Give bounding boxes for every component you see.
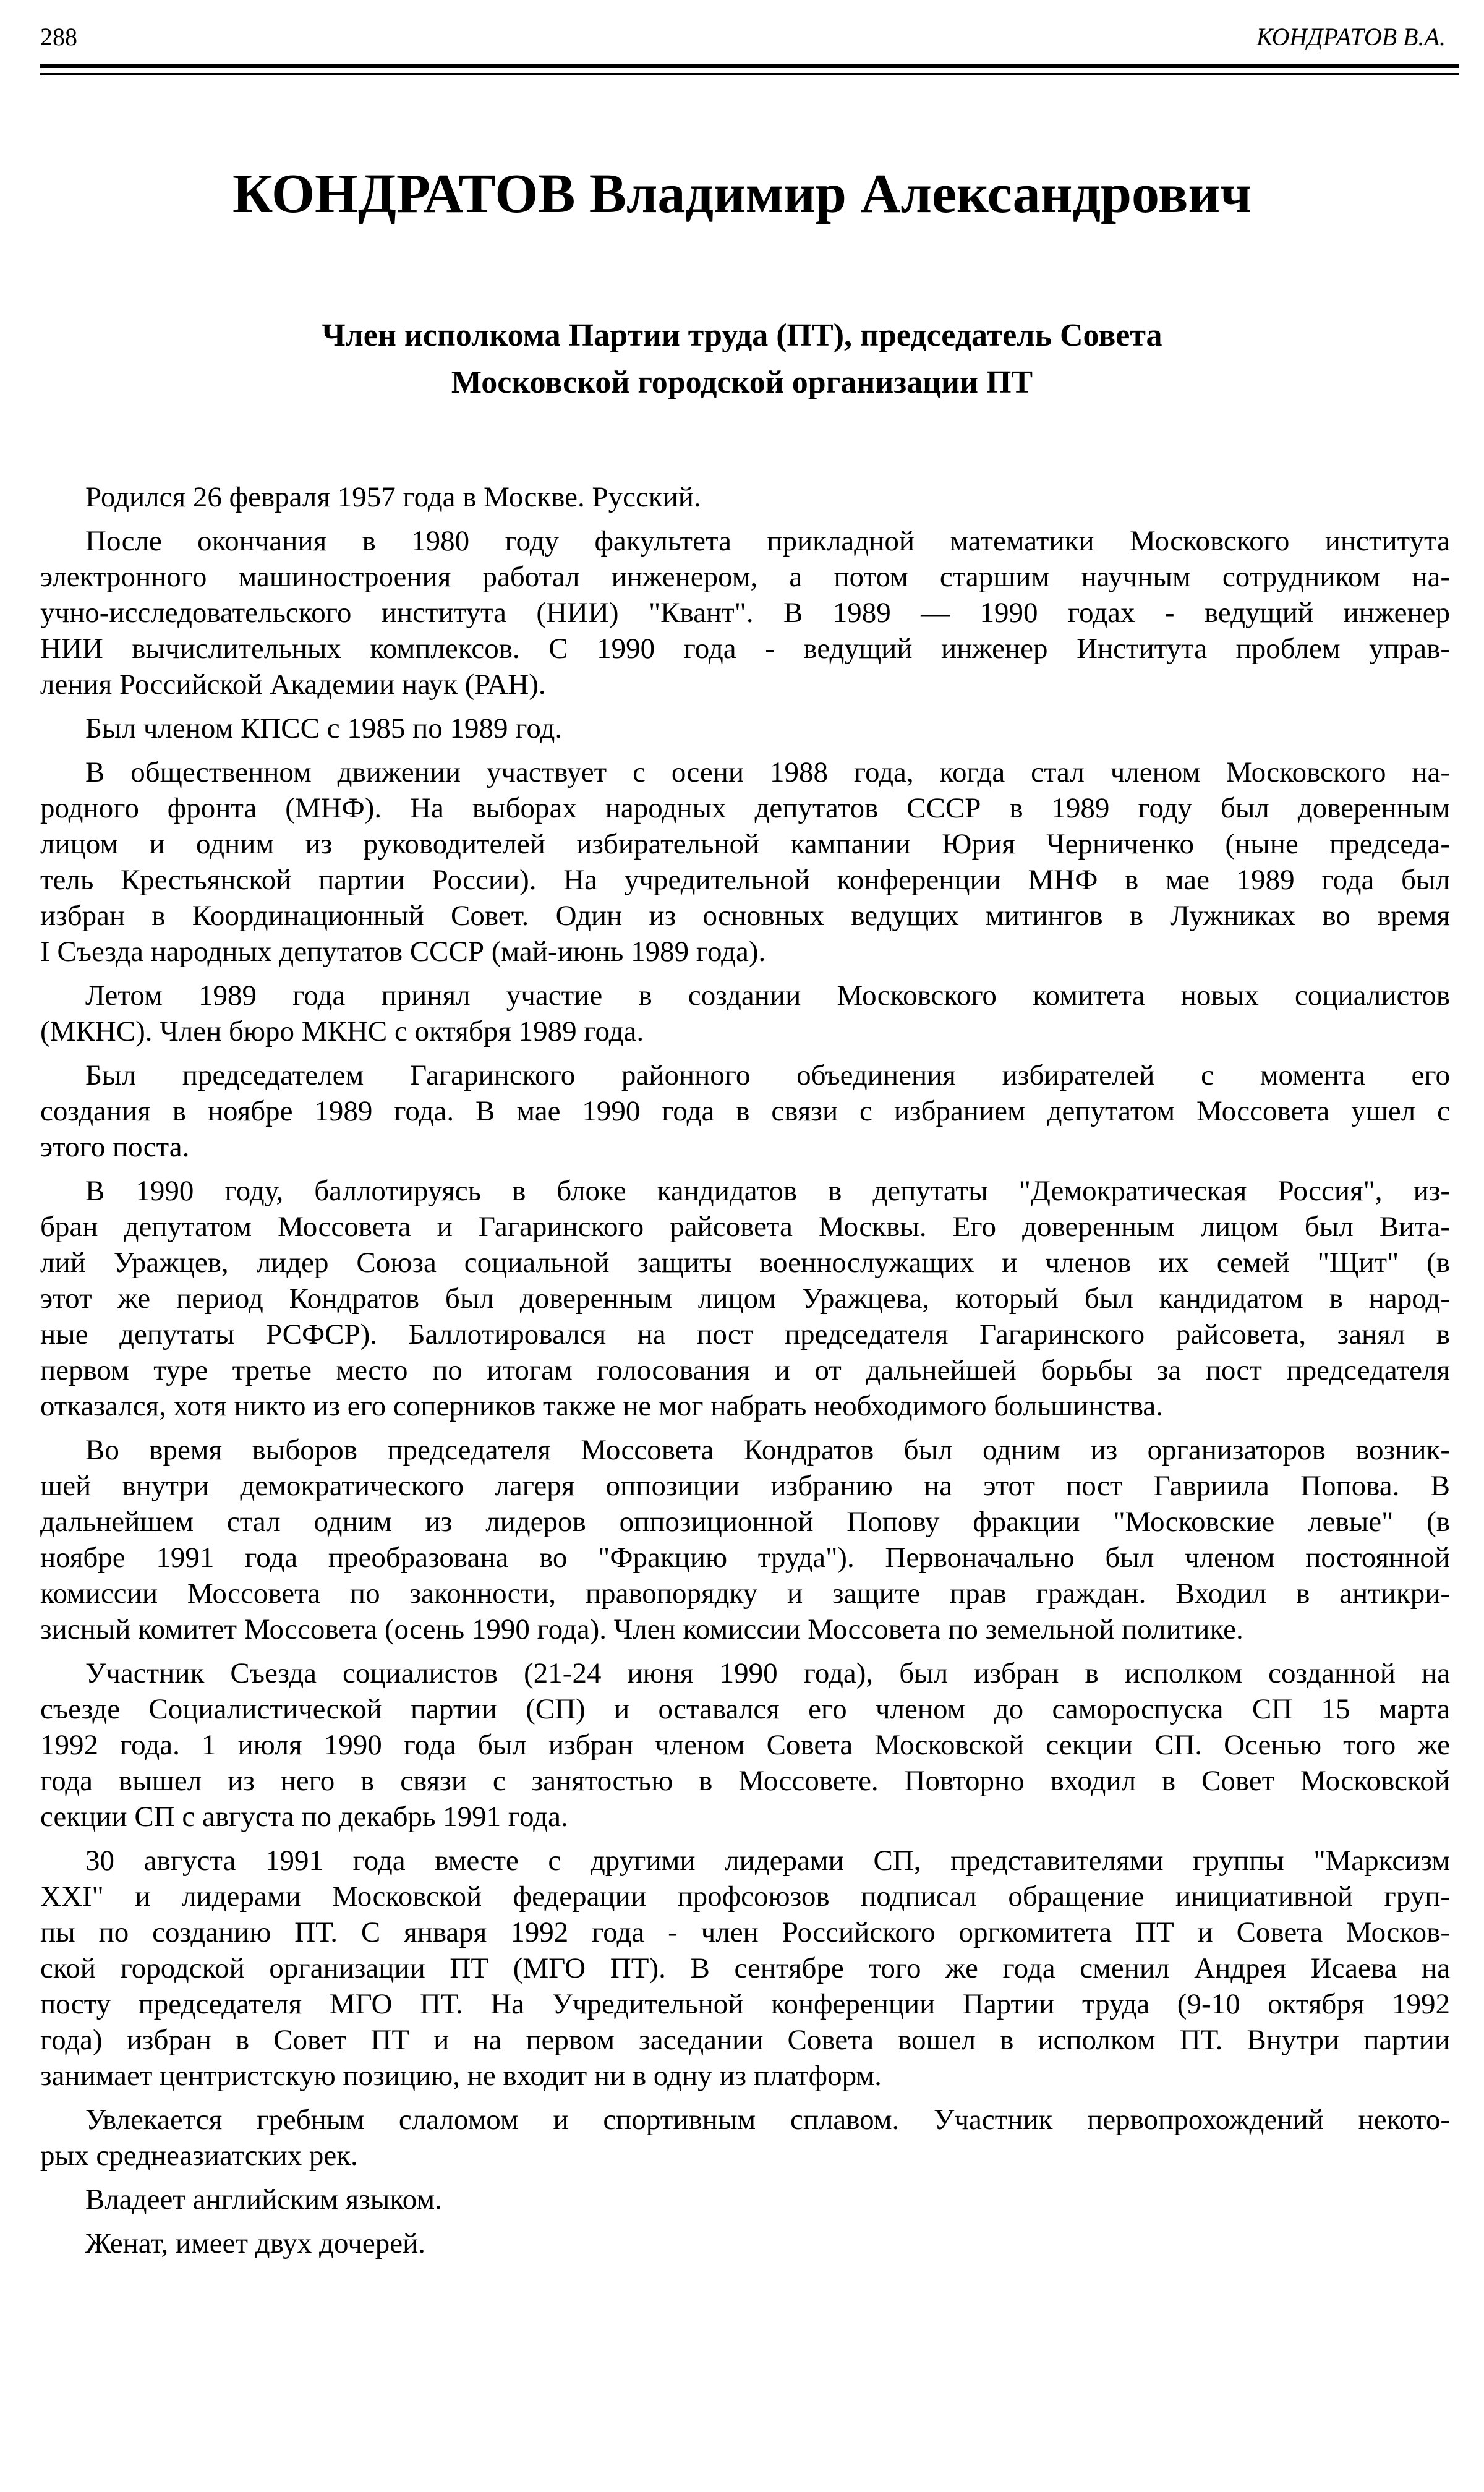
paragraph: [40, 2102, 1450, 2174]
text-line: шей внутри демократического лагеря оппозиции избранию на этот пост Гавриила Попова. В: [40, 1470, 1450, 1502]
text-line: этого поста.: [40, 1131, 190, 1163]
text-line: секции СП с августа по декабрь 1991 года.: [40, 1801, 568, 1833]
text-line: создания в ноябре 1989 года. В мае 1990 года в связи с избранием депутатом Моссовета ушел с: [40, 1095, 1450, 1127]
subtitle-line: Московской городской организации ПТ: [451, 365, 1033, 400]
header-rule-thick: [40, 64, 1459, 68]
text-line: лий Уражцев, лидер Союза социальной защиты военнослужащих и членов их семей "Щит" (в: [40, 1247, 1450, 1279]
text-line: Летом 1989 года принял участие в создании Московского комитета новых социалистов: [85, 979, 1450, 1012]
paragraph: [40, 1057, 1450, 1165]
text-line: ской городской организации ПТ (МГО ПТ). В сентябре того же года сменил Андрея Исаева на: [40, 1952, 1450, 1984]
text-line: бран депутатом Моссовета и Гагаринского райсовета Москвы. Его доверенным лицом был Вита-: [40, 1211, 1450, 1243]
paragraph: [40, 1432, 1450, 1647]
text-line: (МКНС). Член бюро МКНС с октября 1989 года.: [40, 1015, 644, 1048]
text-line: I Съезда народных депутатов СССР (май-июнь 1989 года).: [40, 936, 766, 968]
text-line: дальнейшем стал одним из лидеров оппозиционной Попову фракции "Московские левые" (в: [40, 1506, 1450, 1538]
paragraph: [40, 1843, 1450, 2094]
text-line: Женат, имеет двух дочерей.: [85, 2227, 426, 2259]
text-line: ноябре 1991 года преобразована во "Фракцию труда"). Первоначально был членом постоянной: [40, 1542, 1450, 1574]
text-line: Был председателем Гагаринского районного объединения избирателей с момента его: [85, 1059, 1450, 1091]
text-line: В общественном движении участвует с осени 1988 года, когда стал членом Московского на-: [85, 756, 1450, 788]
text-line: посту председателя МГО ПТ. На Учредительной конференции Партии труда (9-10 октября 1992: [40, 1988, 1450, 2020]
paragraph: [40, 754, 1450, 970]
paragraph: [40, 1173, 1450, 1424]
text-line: года) избран в Совет ПТ и на первом заседании Совета вошел в исполком ПТ. Внутри партии: [40, 2024, 1450, 2056]
paragraph: [40, 2182, 1450, 2217]
text-line: Родился 26 февраля 1957 года в Москве. Русский.: [85, 481, 701, 513]
text-line: отказался, хотя никто из его соперников также не мог набрать необходимого большинства.: [40, 1390, 1164, 1422]
subtitle-line: Член исполкома Партии труда (ПТ), председатель Совета: [322, 318, 1162, 353]
text-line: Участник Съезда социалистов (21-24 июня 1990 года), был избран в исполком созданной на: [85, 1657, 1450, 1689]
paragraph: [40, 479, 1450, 515]
subtitle: [0, 312, 1484, 406]
text-line: тель Крестьянской партии России). На учредительной конференции МНФ в мае 1989 года был: [40, 864, 1450, 896]
biography-text: [40, 479, 1450, 2269]
paragraph: [40, 523, 1450, 702]
text-line: XXI" и лидерами Московской федерации профсоюзов подписал обращение инициативной груп-: [40, 1880, 1450, 1913]
text-line: избран в Координационный Совет. Один из основных ведущих митингов в Лужниках во время: [40, 900, 1450, 932]
text-line: электронного машиностроения работал инженером, а потом старшим научным сотрудником на-: [40, 561, 1450, 593]
text-line: комиссии Моссовета по законности, правопорядку и защите прав граждан. Входил в антикри-: [40, 1577, 1450, 1610]
text-line: этот же период Кондратов был доверенным лицом Уражцева, который был кандидатом в народ-: [40, 1282, 1450, 1315]
text-line: пы по созданию ПТ. С января 1992 года - член Российского оргкомитета ПТ и Совета Москов-: [40, 1916, 1450, 1948]
text-line: лицом и одним из руководителей избирательной кампании Юрия Черниченко (ныне председа-: [40, 828, 1450, 860]
text-line: Владеет английским языком.: [85, 2183, 442, 2216]
text-line: 1992 года. 1 июля 1990 года был избран членом Совета Московской секции СП. Осенью того же: [40, 1729, 1450, 1761]
paragraph: [40, 710, 1450, 746]
text-line: После окончания в 1980 году факультета прикладной математики Московского института: [85, 525, 1450, 557]
paragraph: [40, 1655, 1450, 1835]
text-line: 30 августа 1991 года вместе с другими лидерами СП, представителями группы "Марксизм: [85, 1845, 1450, 1877]
text-line: В 1990 году, баллотируясь в блоке кандидатов в депутаты "Демократическая Россия", из-: [85, 1175, 1450, 1207]
text-line: учно-исследовательского института (НИИ) "Квант". В 1989 — 1990 годах - ведущий инженер: [40, 597, 1450, 629]
paragraph: [40, 978, 1450, 1049]
running-title: КОНДРАТОВ В.А.: [1256, 23, 1446, 51]
page-title: КОНДРАТОВ Владимир Александрович: [232, 163, 1252, 224]
text-line: Был членом КПСС с 1985 по 1989 год.: [85, 712, 563, 745]
text-line: Увлекается гребным слаломом и спортивным сплавом. Участник первопрохождений некото-: [85, 2104, 1450, 2136]
text-line: Во время выборов председателя Моссовета Кондратов был одним из организаторов возник-: [85, 1434, 1450, 1466]
text-line: съезде Социалистической партии (СП) и оставался его членом до самороспуска СП 15 марта: [40, 1693, 1450, 1725]
text-line: ные депутаты РСФСР). Баллотировался на пост председателя Гагаринского райсовета, занял в: [40, 1318, 1450, 1351]
header-rule-thin: [40, 73, 1459, 75]
page-number: 288: [40, 23, 77, 51]
paragraph: [40, 2225, 1450, 2261]
text-line: года вышел из него в связи с занятостью в Моссовете. Повторно входил в Совет Московской: [40, 1765, 1450, 1797]
text-line: НИИ вычислительных комплексов. С 1990 года - ведущий инженер Института проблем управ-: [40, 633, 1450, 665]
text-line: родного фронта (МНФ). На выборах народных депутатов СССР в 1989 году был доверенным: [40, 792, 1450, 824]
text-line: ления Российской Академии наук (РАН).: [40, 668, 546, 701]
text-line: занимает центристскую позицию, не входит ни в одну из платформ.: [40, 2060, 882, 2092]
text-line: зисный комитет Моссовета (осень 1990 года). Член комиссии Моссовета по земельной политике.: [40, 1613, 1243, 1645]
text-line: первом туре третье место по итогам голосования и от дальнейшей борьбы за пост председателя: [40, 1354, 1450, 1386]
text-line: рых среднеазиатских рек.: [40, 2140, 358, 2172]
